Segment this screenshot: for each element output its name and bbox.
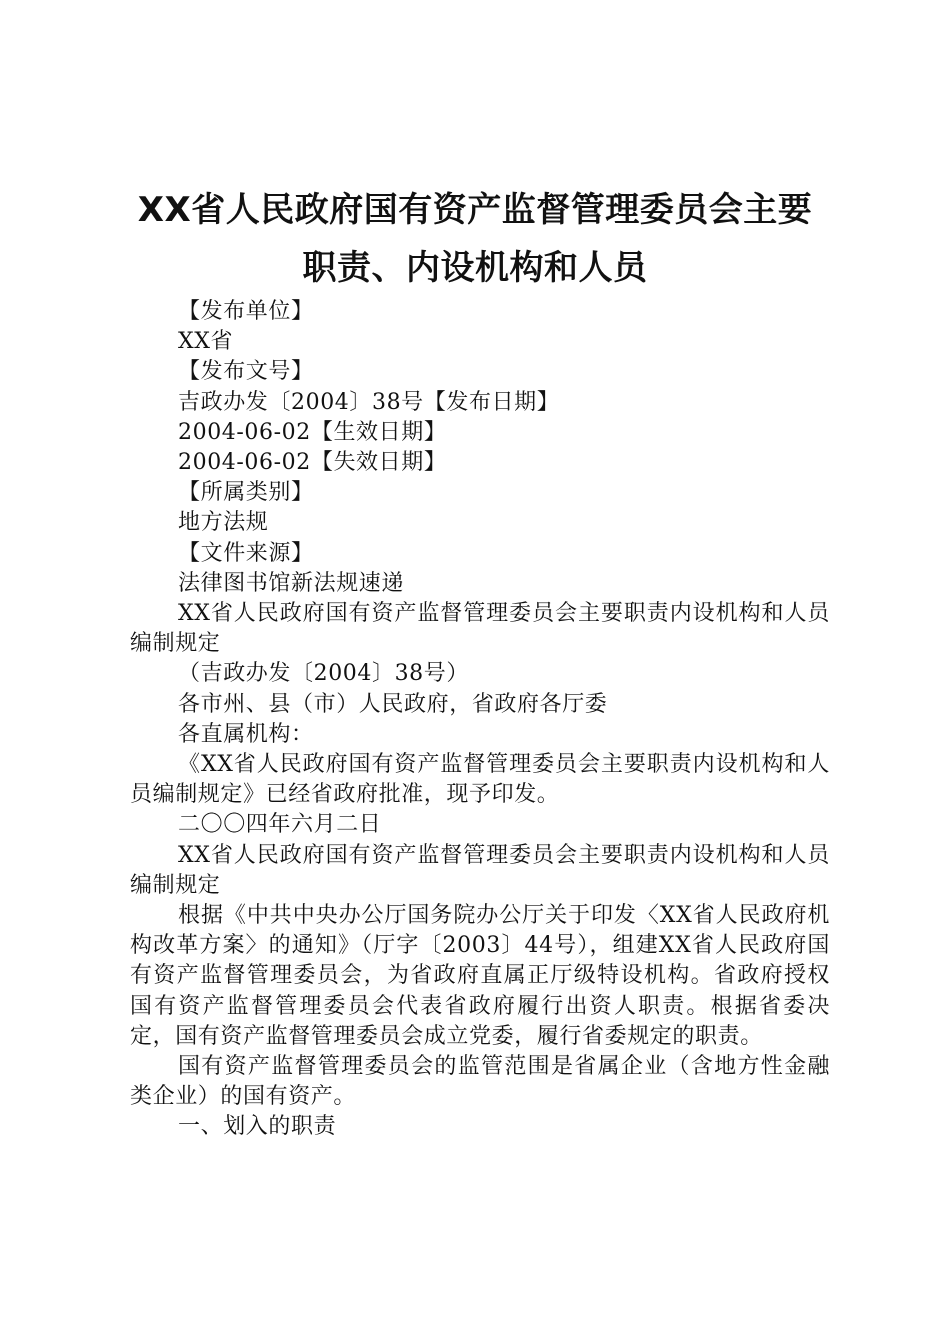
paragraph-regulation-title: XX省人民政府国有资产监督管理委员会主要职责内设机构和人员编制规定 (130, 601, 830, 657)
paragraph-category: 地方法规 (178, 510, 269, 536)
paragraph-publisher-label: 【发布单位】 (178, 299, 314, 324)
paragraph-date: 二〇〇四年六月二日 (178, 812, 382, 838)
paragraph-addressees-continued: 各直属机构： (178, 721, 314, 747)
paragraph-effective-date: 2004-06-02【失效日期】 (178, 450, 447, 476)
paragraph-publish-date: 2004-06-02【生效日期】 (178, 419, 447, 445)
paragraph-regulation-number: （吉政办发〔2004〕38号） (178, 661, 469, 687)
paragraph-category-label: 【所属类别】 (178, 480, 314, 506)
document-title-line-2: 职责、内设机构和人员 (302, 248, 648, 288)
document-title-line-1: XX省人民政府国有资产监督管理委员会主要 (137, 190, 813, 230)
paragraph-regulation-title-repeat: XX省人民政府国有资产监督管理委员会主要职责内设机构和人员编制规定 (130, 842, 830, 898)
document-body (130, 297, 830, 1143)
paragraph-basis: 根据《中共中央办公厅国务院办公厅关于印发〈XX省人民政府机构改革方案〉的通知》（厅字〔2003〕44号），组建XX省人民政府国有资产监督管理委员会，为省政府直属正厅级特设机构。省政府授权国有资产监督管理委员会代表省政府履行出资人职责。根据省委决定，国有资产监督管理委员会成立党委，履行省委规定的职责。 (130, 903, 830, 1049)
paragraph-source-label: 【文件来源】 (178, 540, 314, 566)
paragraph-publisher: XX省 (178, 329, 234, 355)
paragraph-source: 法律图书馆新法规速递 (178, 570, 405, 596)
paragraph-section-heading: 一、划入的职责 (178, 1114, 337, 1140)
paragraph-notice: 《XX省人民政府国有资产监督管理委员会主要职责内设机构和人员编制规定》已经省政府批准，现予印发。 (130, 752, 830, 808)
paragraph-addressees: 各市州、县（市）人民政府，省政府各厅委 (178, 691, 608, 717)
paragraph-scope: 国有资产监督管理委员会的监管范围是省属企业（含地方性金融类企业）的国有资产。 (130, 1054, 830, 1110)
paragraph-doc-number: 吉政办发〔2004〕38号【发布日期】 (178, 389, 560, 415)
paragraph-doc-number-label: 【发布文号】 (178, 359, 314, 385)
